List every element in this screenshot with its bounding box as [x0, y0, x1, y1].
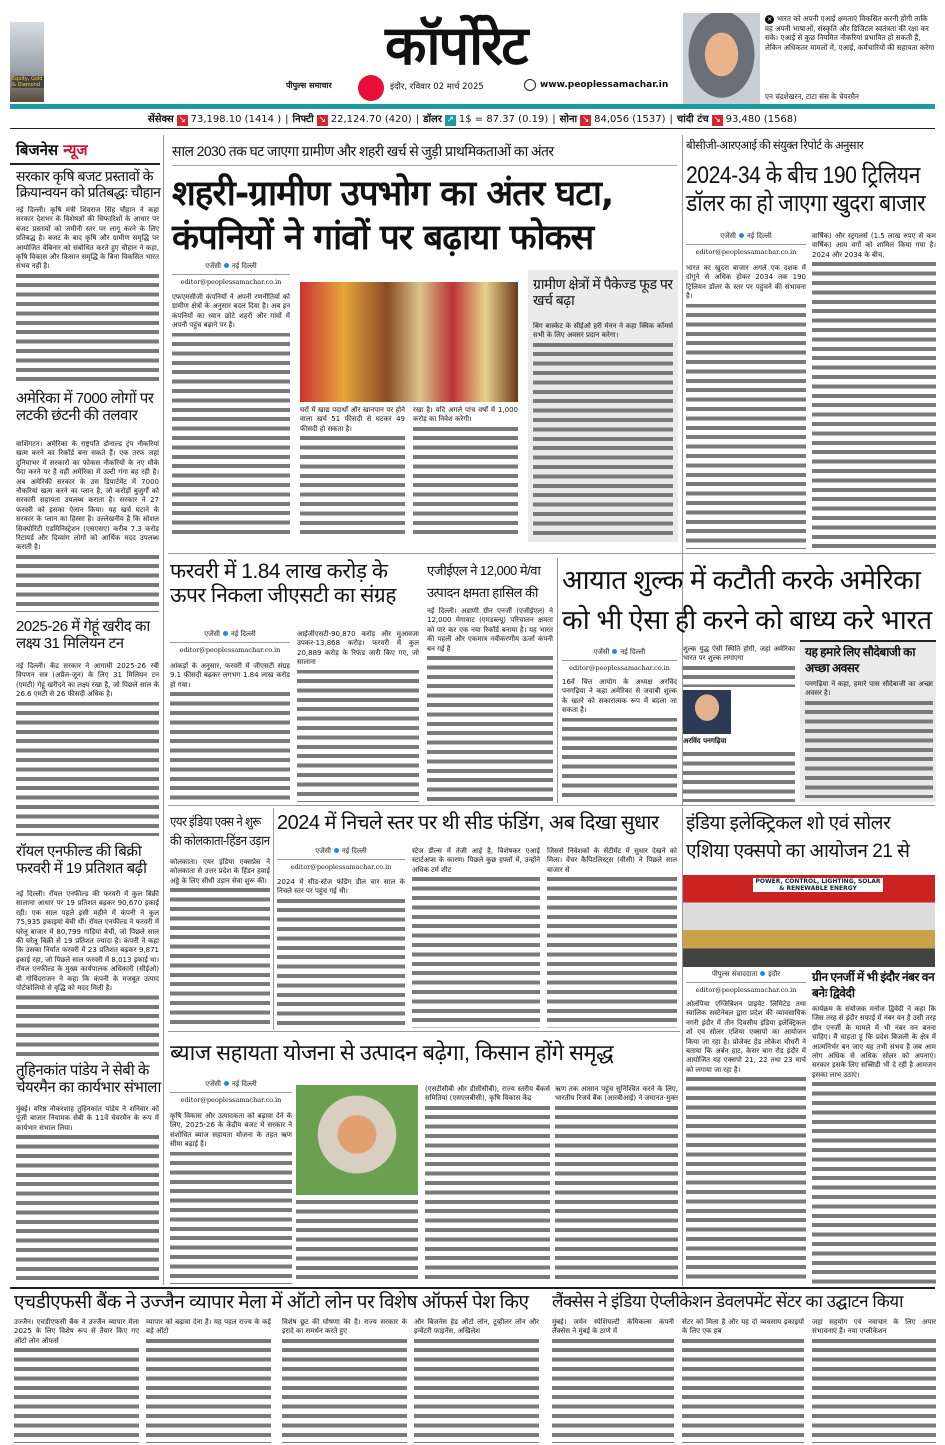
agency: पीपुल्स संवाददाता	[711, 970, 758, 978]
interest-body	[170, 1112, 292, 1284]
lead-text: रखा है। यदि अगले पांच वर्षों में 1,000 करोड़ का निवेश करेगी।	[413, 406, 518, 427]
ticker-label: सेंसेक्स	[147, 114, 174, 125]
arrow-down-icon: ↘	[713, 115, 721, 125]
ticker-label: सोना	[559, 114, 578, 125]
hdfc-body	[282, 1318, 407, 1443]
story-body	[16, 206, 159, 384]
seed-body	[277, 878, 405, 1028]
expo-headline: इंडिया इलेक्ट्रिकल शो एवं सोलर एशिया एक्सपो का आयोजन 21 से	[686, 813, 910, 862]
lanxess-text: जहां सहयोग एवं नवाचार के लिए अपार संभावनाएं हैं। नया एप्लीकेशन	[812, 1318, 936, 1339]
ticker-value: 73,198.10 (1414 )	[190, 114, 282, 125]
seed-body	[547, 847, 677, 1028]
interest-text: (एसटीसीबी और डीसीसीबी), राज्य स्तरीय बैंकर्स समितियां (एसएलबीसी), कृषि विकास केंद्र	[425, 1085, 550, 1106]
hdfc-body	[14, 1318, 139, 1443]
lead-body	[172, 293, 290, 538]
ticker-divider: |	[552, 114, 556, 125]
section-label	[16, 140, 88, 160]
grocery-store-photo	[300, 282, 518, 402]
airindia-headline: एयर इंडिया एक्स ने शुरू की कोलकाता-हिंडन उड़ान	[170, 814, 270, 848]
story-headline: रॉयल एनफील्ड की बिक्री फरवरी में 19 प्रतिशत बढ़ी	[16, 843, 147, 878]
hdfc-text: उज्जैन। एचडीएफसी बैंक ने उज्जैन व्यापार मेला 2025 के लिए विशेष रूप से तैयार किए गए ऑटो लोन ऑफर्स	[14, 1318, 139, 1348]
ticker-label: चांदी टंच	[676, 114, 709, 125]
story-body	[16, 1105, 159, 1283]
story-body	[16, 662, 159, 836]
lead-byline	[172, 262, 290, 286]
expo-body	[686, 1000, 806, 1284]
agency: एजेंसी	[720, 232, 736, 240]
section-label-a: बिजनेस	[16, 141, 59, 159]
import-body	[683, 645, 795, 687]
airindia-text: कोलकाता। एयर इंडिया एक्सप्रेस ने कोलकाता से उत्तर प्रदेश के हिंडन हवाई अड्डे के लिए सीधी उड़ान सेवा शुरू की।	[170, 858, 270, 888]
lanxess-headline: लैंक्सेस ने इंडिया ऐप्लीकेशन डेवलपमेंट सेंटर का उद्घाटन किया	[552, 1292, 904, 1311]
gst-byline	[170, 630, 290, 654]
lanxess-body	[552, 1318, 674, 1443]
import-headline: आयात शुल्क में कटौती करके अमेरिका को भी ऐसा ही करने को बाध्य करे भारत	[562, 565, 932, 635]
story-body	[16, 890, 159, 1058]
story-text: नई दिल्ली। रॉयल एनफील्ड की फरवरी में कुल बिक्री सालाना आधार पर 19 प्रतिशत बढ़कर 90,670 इकाई रही। एक साल पहले इसी महीने में कंपनी ने कुल 75,935 इकाइयां बेची थीं। रॉयल एनफील्ड ने फरवरी में घरेलू बाजार में 80,799 गाड़ियां बेचीं, जो पिछले साल की घरेलू बिक्री से 19 प्रतिशत ज्यादा है। कंपनी ने कहा कि उसका निर्यात फरवरी में 23 प्रतिशत बढ़कर 9,871 इकाई रहा, जो पिछले साल फरवरी में 8,013 इकाई था। रॉयल एनफील्ड के मुख्य कार्यपालक अधिकारी (सीईओ) बी गोविंदराजन ने कहा कि कंपनी के मजबूत उत्पाद पोर्टफोलियो से वृद्धि को मदद मिली है।	[16, 890, 159, 995]
story-headline: अमेरिका में 7000 लोगों पर लटकी छंटनी की तलवार	[16, 390, 154, 425]
interest-byline	[170, 1080, 292, 1104]
lead-body	[413, 406, 518, 538]
lanxess-body	[682, 1318, 804, 1443]
ticker-item	[423, 114, 548, 125]
ticker-value: 84,056 (1537)	[594, 114, 666, 125]
story-headline: 2025-26 में गेहूं खरीद का लक्ष्य 31 मिलियन टन	[16, 618, 150, 653]
email[interactable]: editor@peoplessamachar.co.in	[686, 244, 806, 256]
agel-text: नई दिल्ली। अडाणी ग्रीन एनर्जी (एजीईएल) ने 12,000 मेगावाट (एमडब्ल्यू) परिचालन क्षमता को पार कर एक नया रिकॉर्ड बनाया है। यह भारत की पहली और एकमात्र नवीकरणीय ऊर्जा कंपनी बन गई है	[427, 607, 553, 656]
city: नई दिल्ली	[231, 1080, 257, 1088]
agency: एजेंसी	[204, 630, 220, 638]
hdfc-text: और बिजनेस हेड ऑटो लोन, टूव्हीलर लोन और इन्वेंटरी फाइनेंस, अखिलेश	[414, 1318, 539, 1339]
city: नई दिल्ली	[231, 262, 257, 270]
city: नई दिल्ली	[620, 648, 646, 656]
ticker-label: निफ्टी	[292, 114, 314, 125]
panagariya-photo	[683, 690, 731, 734]
hdfc-headline: एचडीएफसी बैंक ने उज्जैन व्यापार मेला में ऑटो लोन पर विशेष ऑफर्स पेश किए	[14, 1292, 529, 1313]
seed-text: जिससे निवेशकों के सेंटीमेंट में सुधार देखने को मिला। वेंचर कैपिटलिस्ट्स (वीसी) ने पिछले साल बाजार से	[547, 847, 677, 877]
hdfc-body	[414, 1318, 539, 1443]
gst-text: आईजीएसटी-90,870 करोड़ और मुआवजा उपकर-13,868 करोड़। फरवरी में कुल 20,889 करोड़ के रिफंड जारी किए गए, जो सालाना	[297, 630, 419, 670]
email[interactable]: editor@peoplessamachar.co.in	[170, 642, 290, 654]
bse-sign: Equity, Gold & Diamond	[12, 76, 43, 88]
retail-text: भारत का खुदरा बाजार अगले एक दशक में दोगुने से अधिक होकर 2034 तक 190 ट्रिलियन डॉलर के स्तर पर पहुंचने की संभावना है।	[686, 264, 806, 304]
lead-text: घरों में खाद्य पदार्थों और खानपान पर होने वाला खर्च 51 फीसदी से घटकर 49 फीसदी हो सकता है।	[300, 406, 405, 436]
lanxess-body	[812, 1318, 936, 1443]
retail-headline: 2024-34 के बीच 190 ट्रिलियन डॉलर का हो जाएगा खुदरा बाजार	[686, 162, 926, 217]
ticker-value: 93,480 (1568)	[725, 114, 798, 125]
interest-body-continued	[296, 1198, 418, 1284]
seed-byline	[277, 847, 405, 871]
expo-sub-body	[812, 1005, 936, 1284]
ticker-item	[677, 114, 797, 125]
story-text: वाशिंगटन। अमेरिका के राष्ट्रपति डोनाल्ड ट्रंप नौकरियां खत्म करने का रिकॉर्ड बना सकते हैं। एक तरफ जहां दुनियाभर में सरकारों का फोकस नौकरियों के नए मौके पैदा करने पर है वहीं अमेरिका में उल्टी गंगा बह रही है। अब अमेरिकी सरकार के उस डिपार्टमेंट में 7000 नौकरियां खत्म करने का प्लान है, जो करोड़ों बुजुर्गों को सरकारी सहायता उपलब्ध कराता है। सरकार ने 27 फरवरी को इसका ऐलान किया। यह खर्च घटाने के सरकार के प्लान का हिस्सा है। उल्लेखनीय है कि सोशल सिक्योरिटी एडमिनिस्ट्रेशन (एसएसए) करीब 7.3 करोड़ रिटायर्ड और दिव्यांग लोगों को आर्थिक मदद उपलब्ध कराती है।	[16, 440, 159, 555]
hdfc-text: व्यापार को बढ़ावा देना है। यह पहल राज्य के कई बड़े ऑटो	[146, 1318, 271, 1339]
story-headline: तुहिनकांत पांडेय ने सेबी के चेयरमैन का कार्यभार संभाला	[16, 1062, 161, 1097]
story-body	[16, 440, 159, 612]
interest-body	[425, 1085, 550, 1284]
city: नई दिल्ली	[341, 847, 367, 855]
photo-caption: अरविंद पनगढ़िया	[683, 737, 727, 745]
seed-text: 2024 में सीड-स्टेज फंडिंग डील चार साल के निचले स्तर पर पहुंच गई थी।	[277, 878, 405, 899]
email[interactable]: editor@peoplessamachar.co.in	[686, 982, 806, 994]
story-headline: सरकार कृषि बजट प्रस्तावों के क्रियान्वयन को प्रतिबद्धः चौहान	[16, 168, 161, 201]
import-body	[562, 678, 677, 802]
ticker-divider: |	[669, 114, 673, 125]
ticker-value: 1$ = 87.37 (0.19)	[458, 114, 549, 125]
email[interactable]: editor@peoplessamachar.co.in	[172, 274, 290, 286]
retail-body	[812, 232, 936, 549]
city: इंदौर	[768, 970, 781, 978]
import-box-headline: यह हमारे लिए सौदेबाजी का अच्छा अवसर	[805, 645, 916, 675]
farmer-photo	[296, 1085, 418, 1195]
quote-author: एन चंद्रशेखरन, टाटा संस के चेयरमैन	[765, 92, 859, 101]
expo-sub-text: कार्यक्रम के संयोजक मनोज द्विवेदी ने कहा कि जिस तरह से इंदौर सफाई में नंबर वन है उसी तरह ग्रीन एनर्जी के मामले में भी नंबर वन बनना चाहिए। मैं चाहता हूं कि प्रदेश बिजली के क्षेत्र में आत्मनिर्भर बन जाए यह तभी संभव है जब आम लोग अधिक से अधिक सोलर को अपनाएं। सरकार इसके लिए सब्सिडी भी दे रही है आमजन इसका लाभ उठाएं।	[812, 1005, 936, 1082]
interest-text: कृषि विकास और उत्पादकता को बढ़ावा देने के लिए, 2025-26 के केंद्रीय बजट में सरकार ने संशोधित ब्याज सहायता योजना के तहत ऋण सीमा बढ़ाई है।	[170, 1112, 292, 1152]
import-text: 16वें वित्त आयोग के अध्यक्ष अरविंद पनगढ़िया ने कहा अमेरिका से जवाबी शुल्क के खतरे को सकारात्मक रूप में बदला जा सकता है।	[562, 678, 677, 718]
interest-headline: ब्याज सहायता योजना से उत्पादन बढ़ेगा, किसान होंगे समृद्ध	[170, 1040, 614, 1065]
lead-headline: शहरी-ग्रामीण उपभोग का अंतर घटा, कंपनियों ने गांवों पर बढ़ाया फोकस	[172, 174, 614, 258]
website-link[interactable]: www.peoplessamachar.in	[540, 80, 669, 90]
ticker-item	[148, 114, 281, 125]
import-box-text: पनगढ़िया ने कहा, हमारे पास सौदेबाजी का अच्छा अवसर है।	[805, 680, 933, 701]
gst-headline: फरवरी में 1.84 लाख करोड़ के ऊपर निकला जीएसटी का संग्रह	[170, 560, 396, 608]
expo-byline	[686, 970, 806, 994]
hdfc-body	[146, 1318, 271, 1443]
airindia-body	[170, 858, 270, 1027]
publisher-name: पीपुल्स समाचार	[286, 81, 332, 90]
agel-body	[427, 607, 553, 802]
sidebar-text: बिग बास्केट के सीईओ हरी मेनन ने कहा क्विक कॉमर्स सभी के लिए अवसर प्रदान करेगा।	[533, 322, 673, 343]
gst-body	[170, 662, 290, 802]
retail-kicker: बीसीजी-आरएआई की संयुक्त रिपोर्ट के अनुसार	[686, 140, 864, 152]
import-text: शुल्क युद्ध ऐसी स्थिति होगी, जहां अमेरिका भारत पर शुल्क लगाएगा	[683, 645, 795, 666]
teal-band	[10, 104, 935, 109]
seed-text: स्टेज डील्स में तेजी आई है, विशेषकर एआई स्टार्टअप्स के कारण। पिछले कुछ हफ्तों में, उन्होंने अधिक टर्म शीट	[412, 847, 540, 877]
gst-text: आंकड़ों के अनुसार, फरवरी में जीएसटी संग्रह 9.1 फीसदी बढ़कर लगभग 1.84 लाख करोड़ हो गया।	[170, 662, 290, 692]
ticker-divider: |	[415, 114, 420, 125]
agency: एजेंसी	[205, 262, 221, 270]
ticker-divider: |	[285, 114, 289, 125]
dateline: इंदौर, रविवार 02 मार्च 2025	[390, 82, 484, 92]
red-dot-logo	[358, 75, 384, 101]
expo-text: ओलंपिया एग्जिबिशन प्राइवेट लिमिटेड तथा स्वालिक सस्टेनेबल द्वारा प्रदेश की व्यावसायिक नगरी इंदौर में तीन दिवसीय इंडिया इलेक्ट्रिकल शो एवं सोलर एशिया एक्सपो का आयोजन किया जा रहा है। प्रोजेक्ट हेड लोकेश चौधरी ने बताया कि अर्बन हाट, केसर बाग रोड इंदौर में आयोजित यह एक्सपो 21, 22 तथा 23 मार्च को लगाया जा रहा है।	[686, 1000, 806, 1077]
story-text: नई दिल्ली। कृषि मंत्री शिवराज सिंह चौहान ने कहा सरकार देशभर के विशेषज्ञों की सिफारिशों के आधार पर बजट प्रस्तावों को जमीनी स्तर पर लागू करने के लिए प्रतिबद्ध है। बजट के बाद कृषि और ग्रामीण समृद्धि पर आयोजित वेबिनार को संबोधित करते हुए चौहान ने कहा, कृषि विकास और किसान समृद्धि के बिना विकसित भारत संभव नहीं है।	[16, 206, 159, 274]
arrow-up-icon: ↗	[446, 115, 455, 125]
city: नई दिल्ली	[230, 630, 256, 638]
masthead-title: कॉर्पोरेट	[385, 14, 527, 77]
arrow-down-icon: ↘	[178, 115, 186, 125]
x-icon: ✕	[766, 16, 773, 23]
ticker-item	[560, 114, 666, 125]
arrow-down-icon: ↘	[581, 115, 590, 125]
expo-banner-text: POWER, CONTROL, LIGHTING, SOLAR & RENEWABLE ENERGY	[753, 878, 883, 892]
chandrasekaran-photo	[683, 13, 760, 105]
city: नई दिल्ली	[746, 232, 772, 240]
seed-headline: 2024 में निचले स्तर पर थी सीड फंडिंग, अब दिखा सुधार	[277, 812, 659, 834]
market-ticker	[0, 111, 945, 126]
agency: एजेंसी	[593, 648, 610, 656]
story-text: नई दिल्ली। केंद्र सरकार ने आगामी 2025-26 रबी विपणन सत्र (अप्रैल-जून) के लिए 31 मिलियन टन (एमटी) गेहूं खरीदने का लक्ष्य रखा है, जो पिछले साल के 26.6 एमटी से 26 फीसदी अधिक है।	[16, 662, 159, 702]
hdfc-text: विशेष छूट की घोषणा की है। राज्य सरकार के इरादे का समर्थन करते हुए	[282, 1318, 407, 1339]
import-byline	[562, 648, 677, 672]
ticker-item	[293, 114, 412, 125]
gst-body	[297, 630, 419, 802]
email[interactable]: editor@peoplessamachar.co.in	[170, 1092, 292, 1104]
agency: एजेंसी	[315, 847, 331, 855]
sidebar-headline: ग्रामीण क्षेत्रों में पैकेज्ड फूड पर खर्च बढ़ा	[533, 276, 673, 309]
retail-byline	[686, 232, 806, 256]
section-label-b: न्यूज	[63, 141, 88, 159]
expo-sub-headline: ग्रीन एनर्जी में भी इंदौर नंबर वन बनेः द्विवेदी	[812, 970, 935, 1000]
globe-icon	[524, 79, 536, 91]
arrow-down-icon: ↘	[318, 115, 327, 125]
bse-building-image	[10, 22, 44, 102]
lead-text: एफएमसीजी कंपनियों ने अपनी रणनीतियों को ग्रामीण क्षेत्रों के अनुसार बदल दिया है। अब इन कंपनियों का ध्यान छोटे शहरों और गांवों में अपनी पहुंच बढ़ाने पर है।	[172, 293, 290, 333]
expo-press-photo	[683, 875, 935, 967]
import-box-body	[805, 680, 933, 798]
retail-text: वार्षिक) और स्ट्रगलर्स (1.5 लाख रुपए से कम वार्षिक) आय वर्गों को शामिल किया गया है। 2024 और 2034 के बीच,	[812, 232, 936, 262]
sidebar-body	[533, 322, 673, 538]
email[interactable]: editor@peoplessamachar.co.in	[562, 660, 677, 672]
quote-text: भारत को अपनी एआई क्षमताएं विकसित करनी होंगी ताकि वह अपनी भाषाओं, संस्कृति और डिजिटल स्वतंत्रता की रक्षा कर सके। एआई से कुछ नियमित नौकरियां प्रभावित हो सकती हैं, लेकिन अधिकतर मामलों में, एआई, कर्मचारियों की सहायता करेगा	[765, 14, 935, 52]
interest-body	[555, 1085, 678, 1284]
story-text: मुंबई। वरिष्ठ नौकरशाह तुहिनकांत पांडेय ने शनिवार को पूंजी बाजार नियामक सेबी के 11वें चेयरमैन के रूप में कार्यभार संभाल लिया।	[16, 1105, 159, 1135]
agency: एजेंसी	[205, 1080, 221, 1088]
seed-body	[412, 847, 540, 1028]
interest-text: ऋण तक आसान पहुंच सुनिश्चित करने के लिए, भारतीय रिजर्व बैंक (आरबीआई) ने जमानत-मुक्त	[555, 1085, 678, 1106]
import-body-continued	[683, 750, 795, 802]
agel-headline: एजीईएल ने 12,000 मे/वा उत्पादन क्षमता हासिल की	[427, 563, 541, 600]
lanxess-text: मुंबई। जर्मन स्पेशियल्टी केमिकल्स कंपनी लैंक्सेस ने मुंबई के ठाणे में	[552, 1318, 674, 1339]
retail-body	[686, 264, 806, 549]
ticker-label: डॉलर	[423, 114, 442, 125]
lead-kicker: साल 2030 तक घट जाएगा ग्रामीण और शहरी खर्च से जुड़ी प्राथमिकताओं का अंतर	[172, 143, 554, 159]
lanxess-text: सेंटर को मिला है और यह दो व्यवसाय इकाइयों के लिए एक हब	[682, 1318, 804, 1339]
email[interactable]: editor@peoplessamachar.co.in	[277, 859, 405, 871]
ticker-value: 22,124.70 (420)	[330, 114, 412, 125]
lead-body	[300, 406, 405, 538]
